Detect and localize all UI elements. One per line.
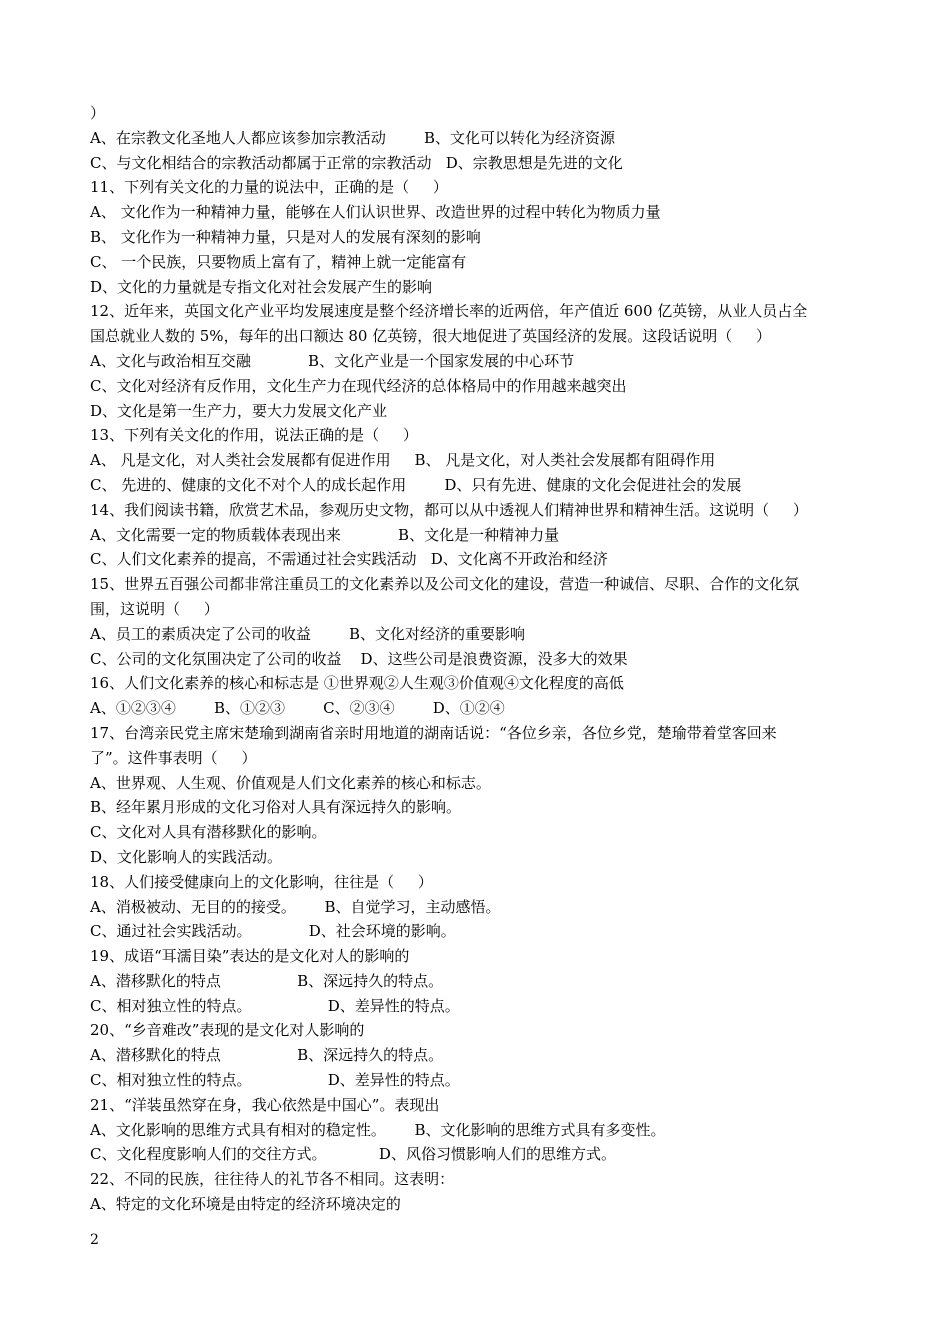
text-line: B、 文化作为一种精神力量，只是对人的发展有深刻的影响 — [90, 227, 481, 246]
question-16: 16、人们文化素养的核心和标志是 ①世界观②人生观③价值观④文化程度的高低 — [90, 674, 624, 693]
question-22: 22、不同的民族，往往待人的礼节各不相同。这表明： — [90, 1170, 455, 1189]
text-line: 国总就业人数的 5%，每年的出口额达 80 亿英镑，很大地促进了英国经济的发展。这段话说明（ ） — [90, 327, 772, 346]
text-line: D、文化是第一生产力，要大力发展文化产业 — [90, 401, 388, 420]
question-21: 21、“洋装虽然穿在身，我心依然是中国心”。表现出 — [90, 1095, 440, 1114]
text-line: A、文化需要一定的物质载体表现出来 B、文化是一种精神力量 — [90, 525, 560, 544]
page-number: 2 — [90, 1232, 99, 1248]
question-17: 17、台湾亲民党主席宋楚瑜到湖南省亲时用地道的湖南话说：“各位乡亲，各位乡党，楚瑜带着堂客回来 — [90, 723, 777, 742]
question-13: 13、下列有关文化的作用，说法正确的是（ ） — [90, 426, 418, 445]
question-18: 18、人们接受健康向上的文化影响，往往是（ ） — [90, 872, 433, 891]
text-line: C、文化对人具有潜移默化的影响。 — [90, 823, 327, 842]
text-line: C、文化程度影响人们的交往方式。 D、风俗习惯影响人们的思维方式。 — [90, 1145, 616, 1164]
question-19: 19、成语“耳濡目染”表达的是文化对人的影响的 — [90, 947, 410, 966]
text-line: C、通过社会实践活动。 D、社会环境的影响。 — [90, 922, 456, 941]
text-line: A、文化影响的思维方式具有相对的稳定性。 B、文化影响的思维方式具有多变性。 — [90, 1120, 666, 1139]
text-line: C、 一个民族，只要物质上富有了，精神上就一定能富有 — [90, 252, 467, 271]
question-11: 11、下列有关文化的力量的说法中，正确的是（ ） — [90, 178, 448, 197]
text-line: 围，这说明（ ） — [90, 599, 219, 618]
text-line: C、与文化相结合的宗教活动都属于正常的宗教活动 D、宗教思想是先进的文化 — [90, 153, 623, 172]
text-line: C、文化对经济有反作用，文化生产力在现代经济的总体格局中的作用越来越突出 — [90, 376, 627, 395]
text-line: A、潜移默化的特点 B、深远持久的特点。 — [90, 971, 444, 990]
text-line: C、相对独立性的特点。 D、差异性的特点。 — [90, 996, 460, 1015]
question-20: 20、“乡音难改”表现的是文化对人影响的 — [90, 1021, 365, 1040]
text-line: C、相对独立性的特点。 D、差异性的特点。 — [90, 1071, 460, 1090]
text-line: A、特定的文化环境是由特定的经济环境决定的 — [90, 1195, 401, 1214]
text-line: D、文化影响人的实践活动。 — [90, 847, 283, 866]
text-line: ） — [90, 104, 106, 122]
text-line: A、世界观、人生观、价值观是人们文化素养的核心和标志。 — [90, 773, 491, 792]
text-line: B、经年累月形成的文化习俗对人具有深远持久的影响。 — [90, 798, 462, 817]
text-line: A、消极被动、无目的的接受。 B、自觉学习，主动感悟。 — [90, 897, 501, 916]
text-line: A、在宗教文化圣地人人都应该参加宗教活动 B、文化可以转化为经济资源 — [90, 128, 616, 147]
exam-text — [90, 101, 865, 1217]
text-line: 了”。这件事表明（ ） — [90, 748, 257, 767]
text-line: A、 凡是文化，对人类社会发展都有促进作用 B、 凡是文化，对人类社会发展都有阻碍作用 — [90, 451, 716, 470]
question-15: 15、世界五百强公司都非常注重员工的文化素养以及公司文化的建设，营造一种诚信、尽职、合作的文化氛 — [90, 575, 800, 594]
text-line: A、潜移默化的特点 B、深远持久的特点。 — [90, 1046, 444, 1065]
text-line: C、人们文化素养的提高，不需通过社会实践活动 D、文化离不开政治和经济 — [90, 550, 608, 569]
text-line: A、①②③④ B、①②③ C、②③④ D、①②④ — [90, 699, 505, 718]
question-14: 14、我们阅读书籍，欣赏艺术品，参观历史文物，都可以从中透视人们精神世界和精神生活。这说明（ ） — [90, 500, 808, 519]
text-line: A、员工的素质决定了公司的收益 B、文化对经济的重要影响 — [90, 624, 526, 643]
question-12: 12、近年来，英国文化产业平均发展速度是整个经济增长率的近两倍，年产值近 600 亿英镑，从业人员占全 — [90, 302, 808, 321]
text-line: C、公司的文化氛围决定了公司的收益 D、这些公司是浪费资源，没多大的效果 — [90, 649, 628, 668]
text-line: D、文化的力量就是专指文化对社会发展产生的影响 — [90, 277, 433, 296]
text-line: A、文化与政治相互交融 B、文化产业是一个国家发展的中心环节 — [90, 351, 575, 370]
text-line: C、 先进的、健康的文化不对个人的成长起作用 D、只有先进、健康的文化会促进社会的发展 — [90, 475, 742, 494]
text-line: A、 文化作为一种精神力量，能够在人们认识世界、改造世界的过程中转化为物质力量 — [90, 203, 661, 222]
